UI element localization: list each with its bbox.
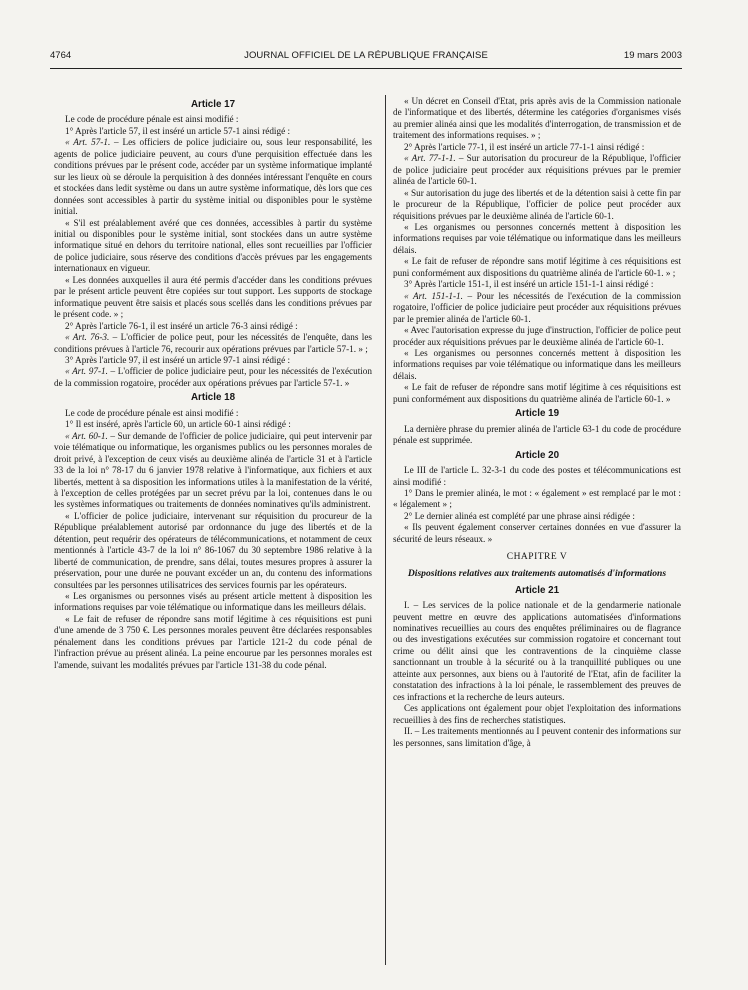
article-heading: Article 20 [514, 449, 560, 461]
paragraph-text: Les officiers de police judiciaire ou, sous leur responsabilité, les agents de police judiciaire peuvent, au cours d'une perquisition effectuée dans les conditions prévues par le présent code, accéder par un système informatique implanté sur les lieux où se déroule la perquisition à des données intéressant l'enquête en cours et stockées dans ledit système ou dans un autre système informatique, dès lors que ces données sont accessibles à partir du système initial ou disponibles pour le système initial. [54, 137, 372, 217]
article-heading: Article 18 [190, 392, 236, 404]
paragraph [54, 137, 372, 217]
paragraph: Le code de procédure pénale est ainsi modifié : [65, 407, 239, 418]
paragraph [393, 153, 681, 187]
paragraph: « Les organismes ou personnes concernés mettent à disposition les informations requises par voie télématique ou informatique dans les meilleurs délais. [393, 221, 681, 255]
paragraph: 2° Après l'article 76-1, il est inséré un article 76-3 ainsi rédigé : [65, 320, 298, 331]
paragraph-text: Sur demande de l'officier de police judiciaire, qui peut intervenir par voie télématique ou informatique, les organismes publics ou les personnes morales de droit privé, à l'exception de ceux visés au deuxième alinéa de l'article 31 et à l'article 33 de la loi n° 78-17 du 6 janvier 1978 relative à l'informatique, aux fichiers et aux libertés, mettent à sa disposition les informations utiles à la manifestation de la vérité, à l'exception de celles protégées par un secret prévu par la loi, contenues dans le ou les systèmes informatiques ou traitements de données nominatives qu'ils administrent. [54, 430, 373, 510]
paragraph: « Le fait de refuser de répondre sans motif légitime à ces réquisitions est puni d'une amende de 3 750 €. Les personnes morales peuvent être déclarées responsables pénalement dans les conditions prévues par l'article 121-2 du code pénal de l'infraction prévue au présent alinéa. La peine encourue par les personnes morales est l'amende, suivant les modalités prévues par l'article 131-38 du code pénal. [54, 613, 372, 670]
paragraph-text: Pour les nécessités de l'exécution de la commission rogatoire, l'officier de police judiciaire peut procéder aux réquisitions prévues par le premier alinéa de l'article 60-1. [393, 290, 681, 324]
left-column [54, 96, 372, 671]
column-divider [385, 95, 386, 965]
paragraph-text: L'officier de police judiciaire peut, pour les nécessités de l'exécution de la commission rogatoire, procéder aux opérations prévues par l'article 57-1. » [54, 366, 372, 388]
paragraph: « Ils peuvent également conserver certaines données en vue d'assurer la sécurité de leurs réseaux. » [393, 522, 681, 544]
paragraph: II. – Les traitements mentionnés au I peuvent contenir des informations sur les personnes, sans limitation d'âge, à [393, 726, 681, 748]
paragraph-text: Sur autorisation du procureur de la République, l'officier de police judiciaire peut procéder aux réquisitions prévues par le premier alinéa de l'article 60-1. [393, 153, 681, 187]
paragraph: 3° Après l'article 97, il est inséré un article 97-1 ainsi rédigé : [65, 354, 290, 365]
paragraph [393, 291, 681, 325]
page-header [50, 50, 682, 66]
chapter-heading: CHAPITRE V [506, 552, 568, 563]
chapter-subtitle: Dispositions relatives aux traitements automatisés d'informations [407, 567, 667, 579]
paragraph-text: L'officier de police peut, pour les nécessités de l'enquête, dans les conditions prévues à l'article 76, recourir aux opérations prévues par l'article 57-1. » ; [54, 332, 372, 354]
paragraph: « Les organismes ou personnes visés au présent article mettent à disposition les informations requises par voie télématique ou informatique dans les meilleurs délais. [54, 591, 372, 613]
paragraph: Le III de l'article L. 32-3-1 du code des postes et télécommunications est ainsi modifié : [393, 465, 681, 487]
paragraph: 2° Le dernier alinéa est complété par une phrase ainsi rédigée : [404, 510, 635, 521]
article-reference: « Art. 97-1. – [65, 366, 116, 377]
paragraph: « Un décret en Conseil d'Etat, pris après avis de la Commission nationale de l'informatique et des libertés, détermine les catégories d'organismes visés au premier alinéa ainsi que les modalités d'interrogation, de transmission et de traitement des informations requises. » ; [393, 96, 681, 141]
paragraph: « Le fait de refuser de répondre sans motif légitime à ces réquisitions est puni conformément aux dispositions du quatrième alinéa de l'article 60-1. » ; [393, 256, 681, 278]
article-heading: Article 21 [514, 584, 560, 596]
paragraph: « Les données auxquelles il aura été permis d'accéder dans les conditions prévues par le présent article peuvent être copiées sur tout support. Les supports de stockage informatique peuvent être saisis et placés sous scellés dans les conditions prévues par le présent code. » ; [54, 274, 372, 320]
paragraph: « S'il est préalablement avéré que ces données, accessibles à partir du système initial ou disponibles pour le système initial, sont stockées dans un autre système informatique situé en dehors du territoire national, elles sont recueillies par l'officier de police judiciaire, sous réserve des conditions d'accès prévues par les engagements internationaux en vigueur. [54, 217, 372, 274]
paragraph: « Sur autorisation du juge des libertés et de la détention saisi à cette fin par le procureur de la République, l'officier de police peut procéder aux réquisitions prévues par le deuxième alinéa de l'article 60-1. [393, 187, 681, 221]
article-heading: Article 19 [514, 408, 560, 420]
paragraph: 3° Après l'article 151-1, il est inséré un article 151-1-1 ainsi rédigé : [404, 279, 654, 290]
paragraph: 1° Il est inséré, après l'article 60, un article 60-1 ainsi rédigé : [65, 419, 291, 430]
paragraph [54, 332, 372, 355]
article-reference: « Art. 60-1. – [65, 430, 115, 441]
paragraph: « L'officier de police judiciaire, intervenant sur réquisition du procureur de la République préalablement autorisé par ordonnance du juge des libertés et de la détention, peut requérir des opérateurs de télécommunications, et notamment de ceux mentionnés à l'article 43-7 de la loi n° 86-1067 du 30 septembre 1986 relative à la liberté de communication, de prendre, sans délai, toutes mesures propres à assurer la préservation, pour une durée ne pouvant excéder un an, du contenu des informations consultées par les personnes utilisatrices des services fournis par les opérateurs. [54, 510, 372, 590]
journal-title: JOURNAL OFFICIEL DE LA RÉPUBLIQUE FRANÇAISE [244, 50, 488, 61]
paragraph: Ces applications ont également pour objet l'exploitation des informations recueillies à des fins de recherches statistiques. [393, 703, 681, 725]
article-reference: « Art. 151-1-1. – [404, 290, 473, 301]
paragraph: « Le fait de refuser de répondre sans motif légitime à ces réquisitions est puni conformément aux dispositions du quatrième alinéa de l'article 60-1. » [393, 382, 681, 404]
page-number: 4764 [50, 50, 72, 61]
paragraph [54, 431, 372, 511]
article-reference: « Art. 57-1. – [65, 137, 119, 148]
paragraph: « Avec l'autorisation expresse du juge d'instruction, l'officier de police peut procéder aux réquisitions prévues par le deuxième alinéa de l'article 60-1. [393, 325, 681, 347]
paragraph: I. – Les services de la police nationale et de la gendarmerie nationale peuvent mettre en œuvre des applications automatisées d'informations nominatives recueillies au cours des enquêtes préliminaires ou de flagrance ou des investigations exécutées sur commission rogatoire et concernant tout crime ou délit ainsi que les contraventions de la cinquième classe sanctionnant un trouble à la sécurité ou à la tranquillité publiques ou une atteinte aux personnes, aux biens ou à l'autorité de l'Etat, afin de faciliter la constatation des infractions à la loi pénale, le rassemblement des preuves de ces infractions et la recherche de leurs auteurs. [393, 600, 681, 702]
paragraph: 1° Après l'article 57, il est inséré un article 57-1 ainsi rédigé : [65, 125, 290, 136]
article-reference: « Art. 76-3. – [65, 332, 118, 343]
publication-date: 19 mars 2003 [623, 50, 682, 61]
paragraph: 1° Dans le premier alinéa, le mot : « également » est remplacé par le mot : « légalement » ; [393, 487, 681, 510]
paragraph [54, 366, 372, 389]
article-reference: « Art. 77-1-1. – [404, 153, 464, 164]
header-rule [50, 68, 682, 69]
paragraph: « Les organismes ou personnes concernés mettent à disposition les informations requises par voie télématique ou informatique dans les meilleurs délais. [393, 347, 681, 381]
paragraph: 2° Après l'article 77-1, il est inséré un article 77-1-1 ainsi rédigé : [404, 141, 645, 152]
article-heading: Article 17 [190, 99, 236, 110]
paragraph: La dernière phrase du premier alinéa de l'article 63-1 du code de procédure pénale est supprimée. [393, 423, 681, 446]
paragraph: Le code de procédure pénale est ainsi modifié : [65, 114, 239, 125]
right-column [393, 96, 681, 749]
